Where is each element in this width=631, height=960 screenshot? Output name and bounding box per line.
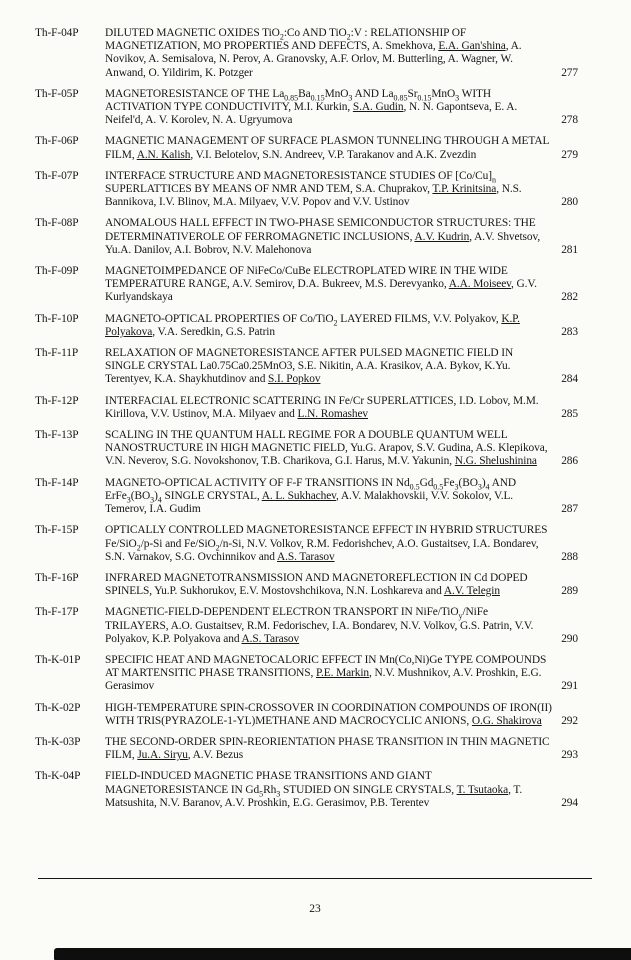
entry-text: INTERFACE STRUCTURE AND MAGNETORESISTANCE STUDIES OF $[Co/Cu]_n$ SUPERLATTICES BY MEANS OF NMR AND TEM, S.A. Chuprakov, T.P. Krinitsina, N.S. Bannikova, I.V. Blinov, M.A. Milyaev, V.V. Popov and V.V. Ustinov: [105, 169, 522, 209]
entry-page-number: 280: [561, 196, 578, 209]
entry-text: MAGNETIC-FIELD-DEPENDENT ELECTRON TRANSPORT IN NiFe/TiO$_y$/NiFe TRILAYERS, A.O. Gustaitsev, R.M. Fedorischev, I.A. Bondarev, N.V. Volkov, G.S. Patrin, V.V. Polyakov, K.P. Polyakova and A.S. Tarasov: [105, 606, 534, 645]
entry-page-number: 289: [561, 585, 578, 598]
entry-text: MAGNETO-OPTICAL PROPERTIES OF Co/TiO$_2$ LAYERED FILMS, V.V. Polyakov, K.P. Polyakova, V.A. Seredkin, G.S. Patrin: [105, 312, 520, 338]
entry-page-number: 287: [561, 503, 578, 516]
entry-page-number: 277: [561, 66, 578, 79]
toc-entry: [35, 170, 578, 210]
entry-page-number: 284: [561, 373, 578, 386]
entry-code: Th-F-17P: [35, 606, 79, 619]
entry-page-number: 291: [561, 680, 578, 693]
toc-entry: [35, 770, 578, 810]
entry-code: Th-K-01P: [35, 653, 81, 666]
entry-text: RELAXATION OF MAGNETORESISTANCE AFTER PULSED MAGNETIC FIELD IN SINGLE CRYSTAL La0.75Ca0.25MnO3, S.E. Nikitin, A.A. Krasikov, A.A. Bykov, K.Yu. Terentyev, K.A. Shaykhutdinov and S.I. Popkov: [105, 347, 514, 386]
entry-page-number: 288: [561, 550, 578, 563]
entry-page-number: 294: [561, 796, 578, 809]
entry-text: INFRARED MAGNETOTRANSMISSION AND MAGNETOREFLECTION IN Cd DOPED SPINELS, Yu.P. Sukhorukov, E.V. Mostovshchikova, N.N. Loshkareva and A.V. Telegin: [105, 571, 528, 598]
entry-code: Th-K-03P: [35, 735, 81, 748]
entry-code: Th-F-16P: [35, 571, 79, 584]
page-number: 23: [309, 903, 321, 915]
toc-entry: [35, 395, 578, 421]
entry-text: INTERFACIAL ELECTRONIC SCATTERING IN Fe/Cr SUPERLATTICES, I.D. Lobov, M.M. Kirillova, V.V. Ustinov, M.A. Milyaev and L.N. Romashev: [105, 394, 539, 420]
entry-page-number: 292: [561, 714, 578, 727]
entry-code: Th-F-15P: [35, 524, 79, 537]
toc-entry: [35, 27, 578, 80]
toc-entry: [35, 265, 578, 305]
entry-text: ANOMALOUS HALL EFFECT IN TWO-PHASE SEMICONDUCTOR STRUCTURES: THE DETERMINATIVEROLE OF FERROMAGNETIC INCLUSIONS, A.V. Kudrin, A.V. Shvetsov, Yu.A. Danilov, A.I. Bobrov, N.V. Malehonova: [105, 217, 541, 256]
toc-entry: [35, 477, 578, 517]
entry-page-number: 293: [561, 749, 578, 762]
toc-entry: [35, 524, 578, 564]
footer-rule: [38, 878, 592, 879]
entry-code: Th-F-14P: [35, 476, 79, 489]
entry-page-number: 290: [561, 632, 578, 645]
toc-entry: [35, 217, 578, 257]
entry-page-number: 285: [561, 407, 578, 420]
entry-text: SPECIFIC HEAT AND MAGNETOCALORIC EFFECT IN Mn(Co,Ni)Ge TYPE COMPOUNDS AT MARTENSITIC PHASE TRANSITIONS, P.E. Markin, N.V. Mushnikov, A.V. Proshkin, E.G. Gerasimov: [105, 653, 547, 693]
entry-code: Th-F-07P: [35, 169, 79, 182]
entry-code: Th-K-04P: [35, 770, 81, 783]
entry-code: Th-F-04P: [35, 27, 79, 39]
entry-text: MAGNETO-OPTICAL ACTIVITY OF F-F TRANSITIONS IN $Nd_{0.5}Gd_{0.5}Fe_3(BO_3)_4$ AND $ErFe_3(BO_3)_4$ SINGLE CRYSTAL, A. L. Sukhachev, A.V. Malakhovskii, V.V. Sokolov, V.L. Temerov, I.A. Gudim: [105, 476, 517, 516]
toc-entry: [35, 654, 578, 694]
entry-text: MAGNETIC MANAGEMENT OF SURFACE PLASMON TUNNELING THROUGH A METAL FILM, A.N. Kalish, V.I. Belotelov, S.N. Andreev, V.P. Tarakanov and A.K. Zvezdin: [105, 135, 549, 161]
entry-text: SCALING IN THE QUANTUM HALL REGIME FOR A DOUBLE QUANTUM WELL NANOSTRUCTURE IN HIGH MAGNETIC FIELD, Yu.G. Arapov, S.V. Gudina, A.S. Klepikova, V.N. Neverov, S.G. Novokshonov, T.B. Charikova, G.I. Harus, M.V. Yakunin, N.G. Shelushinina: [105, 429, 548, 468]
entry-code: Th-F-06P: [35, 135, 79, 148]
toc-entry: [35, 313, 578, 339]
entry-code: Th-F-11P: [35, 347, 79, 360]
toc-entry: [35, 429, 578, 469]
entry-code: Th-F-10P: [35, 312, 79, 325]
entry-code: Th-F-05P: [35, 87, 79, 100]
entry-text: MAGNETOIMPEDANCE OF NiFeCo/CuBe ELECTROPLATED WIRE IN THE WIDE TEMPERATURE RANGE, A.V. Semirov, D.A. Bukreev, M.S. Derevyanko, A.A. Moiseev, G.V. Kurlyandskaya: [105, 265, 537, 304]
scan-edge-artifact: [54, 948, 631, 960]
toc-entry: [35, 572, 578, 598]
entries-list: [35, 27, 578, 869]
entry-text: HIGH-TEMPERATURE SPIN-CROSSOVER IN COORDINATION COMPOUNDS OF IRON(II) WITH TRIS(PYRAZOLE-1-YL)METHANE AND MACROCYCLIC ANIONS, O.G. Shakirova: [105, 701, 552, 727]
toc-entry: [35, 88, 578, 128]
toc-entry: [35, 702, 578, 728]
toc-entry: [35, 135, 578, 161]
entry-text: THE SECOND-ORDER SPIN-REORIENTATION PHASE TRANSITION IN THIN MAGNETIC FILM, Ju.A. Siryu, A.V. Bezus: [105, 735, 550, 762]
entry-text: OPTICALLY CONTROLLED MAGNETORESISTANCE EFFECT IN HYBRID STRUCTURES Fe/SiO$_2$/p-Si and Fe/SiO$_2$/n-Si, N.V. Volkov, R.M. Fedorishchev, A.O. Gustaitsev, I.A. Bondarev, S.N. Varnakov, S.G. Ovchinnikov and A.S. Tarasov: [105, 524, 548, 563]
entry-page-number: 278: [561, 114, 578, 127]
entry-text: DILUTED MAGNETIC OXIDES TiO$_2$:Co AND TiO$_2$:V : RELATIONSHIP OF MAGNETIZATION, MO PROPERTIES AND DEFECTS, A. Smekhova, E.A. Gan'shina, A. Novikov, A. Semisalova, N. Perov, A. Granovsky, A.F. Orlov, M. Butterling, A. Wagner, W. Anwand, O. Yildirim, K. Potzger: [105, 27, 522, 79]
entry-code: Th-F-12P: [35, 394, 79, 407]
entry-page-number: 282: [561, 291, 578, 304]
page-footer: [38, 878, 592, 915]
entry-text: MAGNETORESISTANCE OF THE $La_{0.85}Ba_{0.15}MnO_3$ AND $La_{0.85}Sr_{0.15}MnO_3$ WITH ACTIVATION TYPE CONDUCTIVITY, M.I. Kurkin, S.A. Gudin, N. N. Gapontseva, E. A. Neifel'd, A. V. Korolev, N. A. Ugryumova: [105, 87, 518, 127]
entry-code: Th-F-13P: [35, 429, 79, 442]
entry-page-number: 279: [561, 148, 578, 161]
entry-code: Th-K-02P: [35, 701, 81, 714]
toc-entry: [35, 606, 578, 646]
entry-page-number: 283: [561, 325, 578, 338]
toc-entry: [35, 736, 578, 762]
entry-page-number: 286: [561, 455, 578, 468]
entry-code: Th-F-08P: [35, 217, 79, 230]
toc-entry: [35, 347, 578, 387]
entry-code: Th-F-09P: [35, 265, 79, 278]
entry-text: FIELD-INDUCED MAGNETIC PHASE TRANSITIONS AND GIANT MAGNETORESISTANCE IN $Gd_5Rh_3$ STUDIED ON SINGLE CRYSTALS, T. Tsutaoka, T. Matsushita, N.V. Baranov, A.V. Proshkin, E.G. Gerasimov, P.B. Terentev: [105, 770, 523, 809]
entry-page-number: 281: [561, 243, 578, 256]
